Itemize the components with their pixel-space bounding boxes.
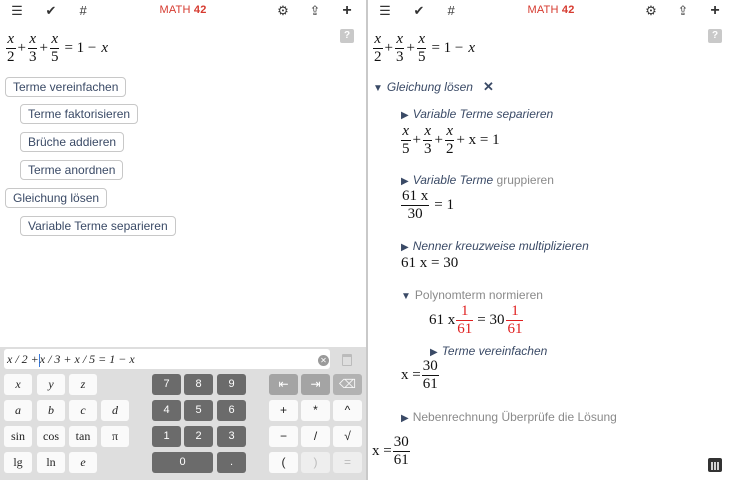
- key-x[interactable]: x: [4, 374, 32, 395]
- plus-icon[interactable]: +: [342, 2, 352, 19]
- key-ln[interactable]: ln: [37, 452, 65, 473]
- key-e[interactable]: e: [69, 452, 97, 473]
- check-icon[interactable]: ✔: [45, 3, 57, 18]
- key-2[interactable]: 2: [184, 426, 213, 447]
- key-4[interactable]: 4: [152, 400, 181, 421]
- input-equation: $\frac{x}{2}$ + $\frac{x}{3}$ + $\frac{x}{5}$ = 1 − x: [374, 31, 476, 65]
- triangle-right-icon: ▶: [401, 242, 409, 253]
- key-lg[interactable]: lg: [4, 452, 32, 473]
- key-cursor-left[interactable]: ⇤: [269, 374, 298, 395]
- key-a[interactable]: a: [4, 400, 32, 421]
- key-dot[interactable]: .: [217, 452, 246, 473]
- triangle-down-icon: ▼: [401, 291, 411, 302]
- chip-terme-vereinfachen[interactable]: Terme vereinfachen: [5, 77, 126, 97]
- key-right-paren[interactable]: ): [301, 452, 330, 473]
- key-plus[interactable]: +: [269, 400, 298, 421]
- chip-brueche-addieren[interactable]: Brüche addieren: [20, 132, 124, 152]
- key-8[interactable]: 8: [184, 374, 213, 395]
- key-3[interactable]: 3: [217, 426, 246, 447]
- plus-icon[interactable]: +: [710, 2, 720, 19]
- section-gleichung-loesen[interactable]: ▼ Gleichung lösen ✕: [373, 79, 494, 94]
- left-toolbar: [0, 0, 366, 22]
- key-left-paren[interactable]: (: [269, 452, 298, 473]
- triangle-right-icon: ▶: [401, 413, 409, 424]
- hash-icon[interactable]: #: [447, 3, 455, 18]
- key-6[interactable]: 6: [217, 400, 246, 421]
- key-z[interactable]: z: [69, 374, 97, 395]
- key-sin[interactable]: sin: [4, 426, 32, 447]
- left-pane: [0, 0, 366, 480]
- key-minus[interactable]: −: [269, 426, 298, 447]
- key-pi[interactable]: π: [101, 426, 129, 447]
- chip-terme-faktorisieren[interactable]: Terme faktorisieren: [20, 104, 138, 124]
- check-icon[interactable]: ✔: [413, 3, 425, 18]
- help-button[interactable]: ?: [708, 29, 722, 43]
- close-icon[interactable]: ✕: [482, 79, 494, 94]
- step-polynomterm-normieren[interactable]: ▼ Polynomterm normieren: [401, 288, 543, 302]
- share-icon[interactable]: ⇪: [309, 3, 321, 18]
- step3-equation: 61 x = 30: [401, 255, 459, 271]
- key-tan[interactable]: tan: [69, 426, 97, 447]
- input-equation: $\frac{x}{2}$ + $\frac{x}{3}$ + $\frac{x}{5}$ = 1 − x: [7, 31, 109, 65]
- app-title: MATH 42: [159, 4, 207, 16]
- step-variable-terme-separieren[interactable]: ▶ Variable Terme separieren: [401, 107, 554, 121]
- key-times[interactable]: *: [301, 400, 330, 421]
- gear-icon[interactable]: ⚙: [277, 3, 289, 18]
- step5-equation: x = $\frac{30}{61}$: [401, 358, 438, 392]
- right-toolbar: [368, 0, 734, 22]
- menu-icon[interactable]: ☰: [11, 3, 23, 18]
- chip-terme-anordnen[interactable]: Terme anordnen: [20, 160, 123, 180]
- key-c[interactable]: c: [69, 400, 97, 421]
- step-variable-terme-gruppieren[interactable]: ▶ Variable Terme gruppieren: [401, 173, 554, 187]
- key-cos[interactable]: cos: [37, 426, 65, 447]
- trash-icon[interactable]: [342, 354, 352, 366]
- chip-variable-terme-separieren[interactable]: Variable Terme separieren: [20, 216, 176, 236]
- math-keyboard: [0, 347, 366, 480]
- step4-equation: 61 x $\frac{1}{61}$ = 30 $\frac{1}{61}$: [429, 303, 523, 337]
- triangle-right-icon: ▶: [401, 110, 409, 121]
- help-button[interactable]: ?: [340, 29, 354, 43]
- app-title: MATH 42: [527, 4, 575, 16]
- triangle-right-icon: ▶: [430, 347, 438, 358]
- step1-equation: $\frac{x}{5}$ + $\frac{x}{3}$ + $\frac{x}{2}$ + x = 1: [402, 123, 500, 157]
- share-icon[interactable]: ⇪: [677, 3, 689, 18]
- hash-icon[interactable]: #: [79, 3, 87, 18]
- key-b[interactable]: b: [37, 400, 65, 421]
- key-sqrt[interactable]: √: [333, 426, 362, 447]
- key-5[interactable]: 5: [184, 400, 213, 421]
- expression-input[interactable]: x / 2 +x / 3 + x / 5 = 1 − x: [4, 349, 330, 369]
- key-cursor-right[interactable]: ⇥: [301, 374, 330, 395]
- key-y[interactable]: y: [37, 374, 65, 395]
- clear-input-icon[interactable]: ✕: [318, 355, 329, 366]
- gear-icon[interactable]: ⚙: [645, 3, 657, 18]
- chip-gleichung-loesen[interactable]: Gleichung lösen: [5, 188, 107, 208]
- triangle-down-icon: ▼: [373, 83, 383, 94]
- calculator-icon[interactable]: [708, 458, 722, 472]
- key-backspace[interactable]: ⌫: [333, 374, 362, 395]
- key-d[interactable]: d: [101, 400, 129, 421]
- menu-icon[interactable]: ☰: [379, 3, 391, 18]
- step-nenner-kreuzweise[interactable]: ▶ Nenner kreuzweise multiplizieren: [401, 239, 589, 253]
- key-7[interactable]: 7: [152, 374, 181, 395]
- final-solution: x = $\frac{30}{61}$: [372, 434, 409, 468]
- key-divide[interactable]: /: [301, 426, 330, 447]
- triangle-right-icon: ▶: [401, 176, 409, 187]
- step2-equation: $\frac{61 x}{30}$ = 1: [402, 188, 454, 222]
- key-power[interactable]: ^: [333, 400, 362, 421]
- key-0[interactable]: 0: [152, 452, 213, 473]
- key-1[interactable]: 1: [152, 426, 181, 447]
- right-pane: [368, 0, 734, 480]
- key-equals[interactable]: =: [333, 452, 362, 473]
- step-terme-vereinfachen[interactable]: ▶ Terme vereinfachen: [430, 344, 548, 358]
- step-nebenrechnung[interactable]: ▶ Nebenrechnung Überprüfe die Lösung: [401, 410, 617, 424]
- key-9[interactable]: 9: [217, 374, 246, 395]
